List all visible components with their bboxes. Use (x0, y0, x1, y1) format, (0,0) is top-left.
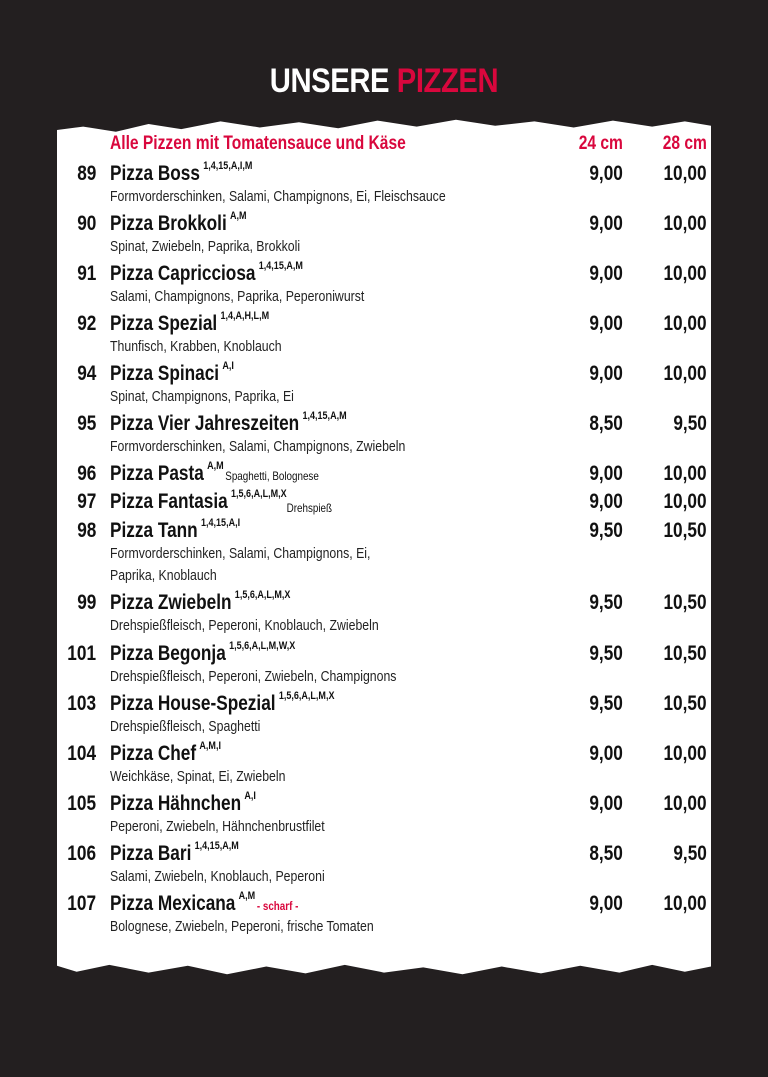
item-number: 105 (67, 792, 96, 815)
item-name: Pizza Pasta $^{A,M}$Spaghetti, Bolognese (110, 460, 319, 485)
item-name: Pizza Brokkoli $^{A,M}$ (110, 210, 247, 235)
title-part-1: UNSERE (269, 62, 390, 100)
price-24cm: 9,00 (589, 742, 623, 765)
price-24cm: 9,00 (589, 312, 623, 335)
price-24cm: 8,50 (589, 412, 623, 435)
item-number: 98 (76, 519, 96, 542)
price-28cm: 10,50 (663, 692, 707, 715)
allergen-codes: 1,4,15,A,M (302, 410, 347, 422)
item-description: Drehspießfleisch, Spaghetti (110, 718, 261, 735)
item-number: 106 (67, 842, 96, 865)
allergen-codes: 1,4,15,A,I (200, 517, 241, 529)
price-28cm: 10,00 (663, 462, 707, 485)
item-name: Pizza Mexicana $^{A,M}$- scharf - (110, 890, 299, 915)
allergen-codes: 1,5,6,A,L,M,X (278, 690, 335, 702)
price-24cm: 9,00 (589, 792, 623, 815)
price-24cm: 9,00 (589, 490, 623, 513)
item-description: Drehspießfleisch, Peperoni, Zwiebeln, Champignons (110, 668, 397, 685)
price-24cm: 9,00 (589, 212, 623, 235)
price-28cm: 10,00 (663, 212, 707, 235)
item-name: Pizza Spinaci $^{A,I}$ (110, 360, 234, 385)
item-number: 101 (67, 642, 96, 665)
price-24cm: 9,50 (589, 591, 623, 614)
item-description: Formvorderschinken, Salami, Champignons, Ei, (110, 545, 371, 562)
allergen-codes: 1,5,6,A,L,M,X (234, 589, 291, 601)
allergen-codes: A,M (207, 460, 224, 472)
price-28cm: 10,00 (663, 262, 707, 285)
item-description: Drehspießfleisch, Peperoni, Knoblauch, Zwiebeln (110, 617, 379, 634)
price-28cm: 9,50 (673, 412, 707, 435)
price-28cm: 10,50 (663, 591, 707, 614)
price-24cm: 9,00 (589, 462, 623, 485)
item-description: Peperoni, Zwiebeln, Hähnchenbrustfilet (110, 818, 325, 835)
allergen-codes: A,M (238, 890, 256, 902)
allergen-codes: A,M (230, 210, 247, 222)
price-28cm: 10,00 (663, 312, 707, 335)
item-number: 90 (76, 212, 96, 235)
allergen-codes: A,M,I (199, 740, 221, 752)
allergen-codes: 1,4,A,H,L,M (220, 310, 270, 322)
column-head-24cm: 24 cm (578, 133, 623, 154)
price-28cm: 10,00 (663, 362, 707, 385)
price-28cm: 10,00 (663, 892, 707, 915)
item-note: Drehspieß (286, 501, 333, 515)
item-name: Pizza Zwiebeln $^{1,5,6,A,L,M,X}$ (110, 589, 291, 614)
item-name: Pizza Spezial $^{1,4,A,H,L,M}$ (110, 310, 270, 335)
item-name: Pizza House-Spezial $^{1,5,6,A,L,M,X}$ (110, 690, 335, 715)
item-description: Spinat, Champignons, Paprika, Ei (110, 388, 294, 405)
price-24cm: 9,00 (589, 362, 623, 385)
price-24cm: 8,50 (589, 842, 623, 865)
price-24cm: 9,00 (589, 262, 623, 285)
item-name: Pizza Chef $^{A,M,I}$ (110, 740, 221, 765)
price-24cm: 9,50 (589, 642, 623, 665)
item-description: Salami, Champignons, Paprika, Peperoniwurst (110, 288, 365, 305)
price-28cm: 10,00 (663, 792, 707, 815)
item-description: Formvorderschinken, Salami, Champignons, Ei, Fleischsauce (110, 188, 446, 205)
price-24cm: 9,00 (589, 162, 623, 185)
item-description: Formvorderschinken, Salami, Champignons, Zwiebeln (110, 438, 406, 455)
price-28cm: 10,00 (663, 490, 707, 513)
item-number: 91 (76, 262, 96, 285)
column-head-28cm: 28 cm (662, 133, 707, 154)
price-24cm: 9,50 (589, 692, 623, 715)
item-number: 107 (67, 892, 96, 915)
item-name: Pizza Tann $^{1,4,15,A,I}$ (110, 517, 241, 542)
item-name: Pizza Begonja $^{1,5,6,A,L,M,W,X}$ (110, 640, 296, 665)
item-number: 97 (76, 490, 96, 513)
item-number: 95 (76, 412, 96, 435)
item-description: Weichkäse, Spinat, Ei, Zwiebeln (110, 768, 286, 785)
allergen-codes: 1,4,15,A,I,M (203, 160, 253, 172)
price-28cm: 9,50 (673, 842, 707, 865)
allergen-codes: A,I (244, 790, 256, 802)
section-label: Alle Pizzen mit Tomatensauce und Käse (110, 133, 406, 154)
item-name: Pizza Capricciosa $^{1,4,15,A,M}$ (110, 260, 303, 285)
item-description-line-2: Paprika, Knoblauch (110, 567, 217, 584)
price-24cm: 9,50 (589, 519, 623, 542)
price-24cm: 9,00 (589, 892, 623, 915)
page-title (54, 62, 714, 101)
item-name: Pizza Hähnchen $^{A,I}$ (110, 790, 256, 815)
item-name: Pizza Bari $^{1,4,15,A,M}$ (110, 840, 239, 865)
item-name: Pizza Vier Jahreszeiten $^{1,4,15,A,M}$ (110, 410, 347, 435)
item-number: 89 (76, 162, 96, 185)
item-description: Salami, Zwiebeln, Knoblauch, Peperoni (110, 868, 325, 885)
allergen-codes: 1,5,6,A,L,M,W,X (229, 640, 296, 652)
item-name: Pizza Boss $^{1,4,15,A,I,M}$ (110, 160, 253, 185)
price-28cm: 10,50 (663, 519, 707, 542)
allergen-codes: 1,5,6,A,L,M,X (231, 488, 287, 500)
item-name: Pizza Fantasia $^{1,5,6,A,L,M,X}_{Drehspieß}$ (110, 488, 333, 515)
item-number: 103 (67, 692, 96, 715)
allergen-codes: 1,4,15,A,M (258, 260, 303, 272)
spicy-note: - scharf - (256, 899, 299, 913)
price-28cm: 10,00 (663, 742, 707, 765)
item-description: Spinat, Zwiebeln, Paprika, Brokkoli (110, 238, 301, 255)
item-description: Thunfisch, Krabben, Knoblauch (110, 338, 282, 355)
item-description: Bolognese, Zwiebeln, Peperoni, frische Tomaten (110, 918, 374, 935)
allergen-codes: A,I (222, 360, 234, 372)
item-number: 94 (76, 362, 96, 385)
allergen-codes: 1,4,15,A,M (194, 840, 239, 852)
item-number: 99 (76, 591, 96, 614)
item-note: Spaghetti, Bolognese (225, 469, 319, 483)
item-number: 92 (76, 312, 96, 335)
item-number: 104 (67, 742, 96, 765)
price-28cm: 10,50 (663, 642, 707, 665)
item-number: 96 (76, 462, 96, 485)
price-28cm: 10,00 (663, 162, 707, 185)
title-part-2: PIZZEN (396, 62, 499, 100)
